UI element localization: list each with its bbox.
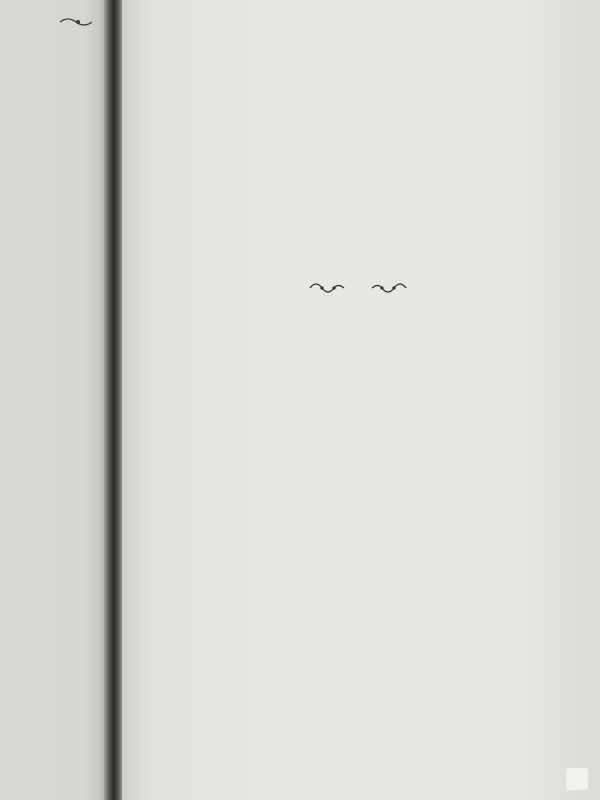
left-flourish-icon xyxy=(308,278,348,298)
right-flourish-icon xyxy=(368,278,408,298)
left-ornament-icon xyxy=(58,14,98,30)
book-gutter xyxy=(104,0,122,800)
right-page xyxy=(122,0,600,800)
section-heading xyxy=(138,268,578,308)
labirint-watermark xyxy=(566,768,592,790)
left-page xyxy=(0,0,104,800)
labirint-logo-icon xyxy=(566,768,588,790)
